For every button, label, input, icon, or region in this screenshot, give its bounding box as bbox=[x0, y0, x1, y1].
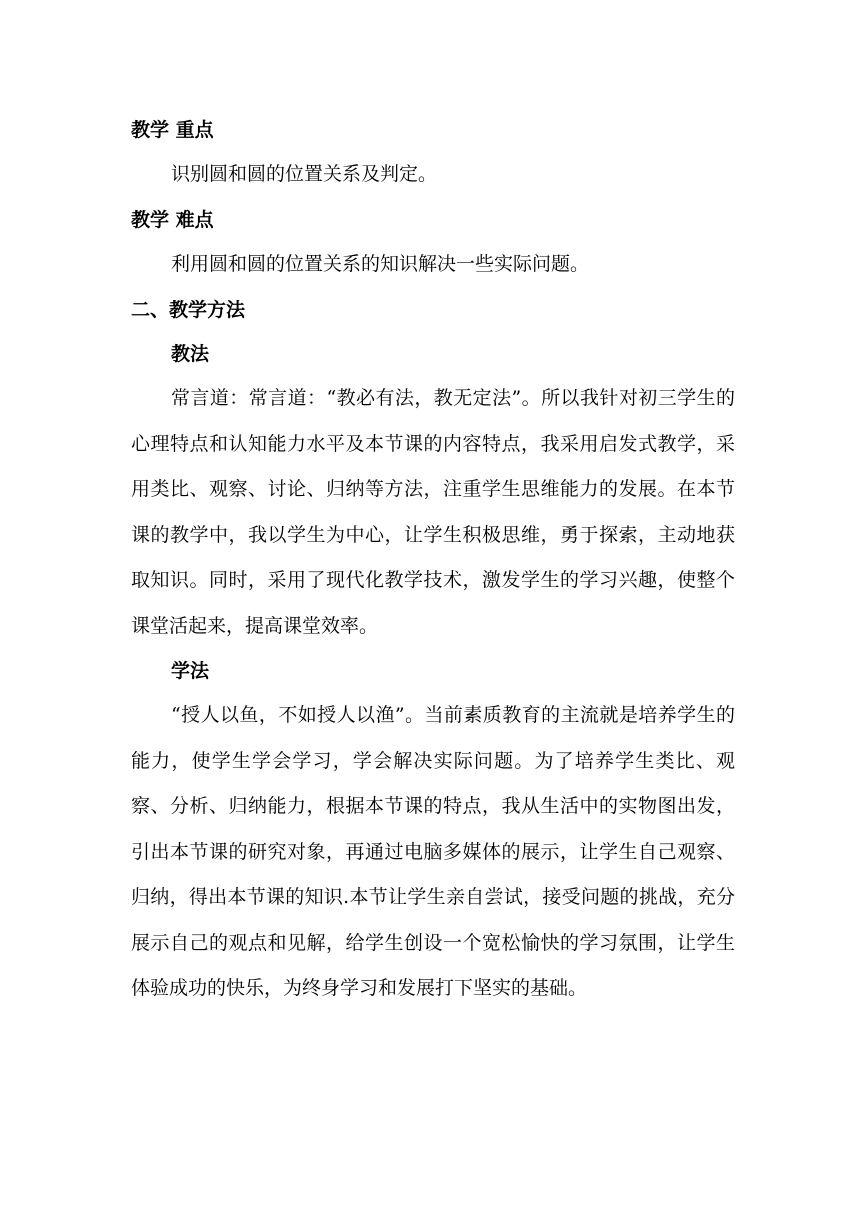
heading-learning-method: 学法 bbox=[171, 660, 210, 682]
learning-method-paragraph: “授人以鱼，不如授人以渔”。当前素质教育的主流就是培养学生的能力，使学生学会学习，学会解决实际问题。为了培养学生类比、观察、分析、归纳能力，根据本节课的特点，我从生活中的实物图出发，引出本节课的研究对象，再通过电脑多媒体的展示，让学生自己观察、归纳，得出本节课的知识.本节让学生亲自尝试，接受问题的挑战，充分展示自己的观点和见解，给学生创设一个宽松愉快的学习氛围，让学生体验成功的快乐，为终身学习和发展打下坚实的基础。 bbox=[131, 704, 735, 999]
heading-teaching-methods: 二、教学方法 bbox=[131, 299, 246, 321]
heading-difficulties: 教学 难点 bbox=[131, 209, 214, 231]
heading-key-points: 教学 重点 bbox=[131, 119, 214, 141]
teaching-method-paragraph: 常言道：常言道：“教必有法，教无定法”。所以我针对初三学生的心理特点和认知能力水平及本节课的内容特点，我采用启发式教学，采用类比、观察、讨论、归纳等方法，注重学生思维能力的发展。在本节课的教学中，我以学生为中心，让学生积极思维，勇于探索，主动地获取知识。同时，采用了现代化教学技术，激发学生的学习兴趣，使整个课堂活起来，提高课堂效率。 bbox=[131, 387, 735, 637]
heading-teaching-method: 教法 bbox=[171, 343, 210, 365]
key-points-paragraph: 识别圆和圆的位置关系及判定。 bbox=[171, 163, 438, 185]
document-body bbox=[131, 108, 735, 1012]
difficulties-paragraph: 利用圆和圆的位置关系的知识解决一些实际问题。 bbox=[171, 253, 590, 275]
